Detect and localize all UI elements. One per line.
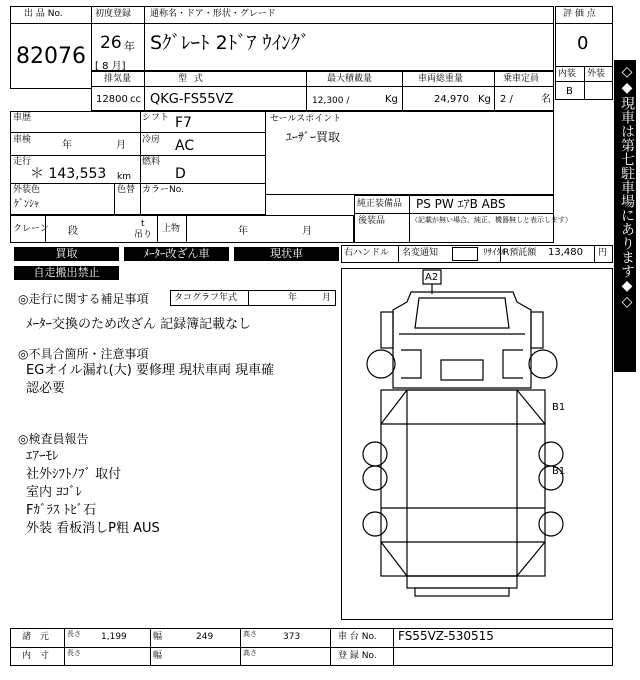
upper-month: 月 — [302, 226, 312, 237]
shift-label: シフト — [142, 113, 170, 123]
interior-grade-label: 内装 — [558, 69, 577, 79]
history-label: 車歴 — [13, 113, 32, 123]
name-change-label: 名変通知 — [402, 248, 439, 258]
inspection-label: 車検 — [13, 135, 32, 145]
capacity-unit: 名 — [541, 94, 551, 105]
inner-width-label: 幅 — [153, 651, 163, 661]
max-load-unit: Kg — [385, 94, 398, 105]
lot-label: 出 品 No. — [24, 9, 63, 19]
first-reg-label: 初度登録 — [95, 9, 132, 19]
inspector-line-3: 室内 ﾖｺﾞﾚ — [26, 485, 83, 500]
aftermarket-label: 後装品 — [358, 216, 386, 226]
upper-year: 年 — [238, 226, 248, 237]
length: 1,199 — [101, 632, 127, 642]
sales-point: ﾕｰｻﾞｰ買取 — [286, 130, 341, 144]
mileage: ＊ 143,553 — [30, 166, 107, 182]
side-notice: ◇◆現車は第七駐車場にあります◆◇ — [619, 64, 635, 310]
displacement-unit: cc — [130, 94, 141, 105]
travel-note: ﾒｰﾀｰ交換のため改ざん 記録簿記載なし — [26, 317, 252, 332]
tacho-year: 年 — [288, 293, 298, 303]
mark-b1-top: B1 — [552, 402, 566, 413]
dims-label: 諸 元 — [22, 632, 52, 642]
genuine-label: 純正装備品 — [357, 199, 403, 209]
crane-t: t — [141, 219, 145, 229]
handle: 右ハンドル — [344, 248, 390, 258]
eval-label: 評 価 点 — [563, 9, 596, 19]
recycle-unit: 円 — [598, 248, 608, 258]
chassis-number: FS55VZ-530515 — [398, 629, 494, 643]
lot-number: 82076 — [16, 44, 86, 69]
defect-line-2: 認必要 — [26, 381, 66, 396]
gross-weight-label: 車両総重量 — [418, 74, 464, 84]
exterior-grade-label: 外装 — [587, 69, 606, 79]
meter-tampered-badge: ﾒｰﾀｰ改ざん車 — [124, 247, 229, 261]
inspector-line-5: 外装 看板消しP粗 AUS — [26, 521, 160, 536]
crane-label: クレーン — [13, 224, 49, 234]
name-change-box — [452, 247, 478, 261]
shift: F7 — [175, 115, 192, 131]
reg-year: 26 — [100, 33, 122, 53]
fuel-label: 燃料 — [142, 157, 161, 167]
aftermarket-note: （記載が無い場合、純正、機器無しと表示します） — [411, 216, 572, 224]
capacity: 2 / — [500, 94, 513, 105]
mark-b1-bottom: B1 — [552, 466, 566, 477]
reg-month: [ 8 月] — [95, 61, 126, 72]
color-code-label: カラーNo. — [142, 185, 184, 195]
car-name-label: 通称名・ドア・形状・グレード — [150, 9, 276, 19]
travel-label: ◎走行に関する補足事項 — [18, 292, 149, 306]
inspector-label: ◎検査員報告 — [18, 432, 89, 446]
as-is-badge: 現状車 — [234, 247, 339, 261]
truck-diagram — [341, 268, 613, 620]
inspection-month: 月 — [116, 140, 126, 151]
self-drive-prohibited-badge: 自走搬出禁止 — [14, 266, 119, 280]
max-load: 12,300 / — [312, 96, 350, 106]
genuine-equipment: PS PW ｴｱB ABS — [416, 197, 506, 211]
color-change-label: 色替 — [117, 185, 136, 195]
reg-year-unit: 年 — [124, 40, 135, 53]
registration-label: 登 録 No. — [338, 651, 377, 661]
inspector-line-1: ｴｱｰﾓﾚ — [26, 449, 59, 464]
ac-label: 冷房 — [142, 135, 161, 145]
car-name: Sｸﾞﾚｰﾄ 2ﾄﾞｱ ｳｲﾝｸﾞ — [150, 32, 310, 54]
mark-a2: A2 — [425, 272, 439, 283]
defect-line-1: EGオイル漏れ(大) 要修理 現状車両 現車確 — [26, 363, 275, 378]
buy-badge: 買取 — [14, 247, 119, 261]
gross-weight: 24,970 — [434, 94, 469, 105]
upper-label: 上物 — [162, 224, 181, 234]
capacity-label: 乗車定員 — [503, 74, 540, 84]
ac: AC — [175, 138, 195, 154]
sales-point-label: セールスポイント — [270, 114, 342, 124]
length-label: 長さ — [67, 630, 81, 638]
width: 249 — [196, 632, 214, 642]
mileage-label: 走行 — [13, 157, 32, 167]
height: 373 — [283, 632, 301, 642]
defect-label: ◎不具合箇所・注意事項 — [18, 347, 149, 361]
color-label: 外装色 — [13, 185, 41, 195]
model: QKG-FS55VZ — [150, 92, 234, 107]
width-label: 幅 — [153, 632, 163, 642]
history-box — [10, 111, 266, 215]
inspection-year: 年 — [62, 140, 72, 151]
crane-stage: 段 — [68, 226, 78, 237]
max-load-label: 最大積載量 — [327, 74, 373, 84]
recycle-deposit-label: R預託額 — [503, 248, 537, 258]
inspector-line-4: Fｶﾞﾗｽ ﾄﾋﾞ石 — [26, 503, 97, 518]
displacement: 12800 — [96, 94, 128, 105]
tacho-month: 月 — [322, 293, 332, 303]
eval-score: 0 — [577, 33, 589, 54]
mileage-unit: km — [117, 172, 131, 182]
fuel: D — [175, 166, 186, 182]
inner-height-label: 高さ — [243, 649, 257, 657]
recycle-label: ﾘｻｲｸﾙ — [483, 248, 506, 258]
gross-weight-unit: Kg — [478, 94, 491, 105]
inner-dims-label: 内 寸 — [22, 651, 52, 661]
interior-grade: B — [566, 86, 573, 97]
inner-length-label: 長さ — [67, 649, 81, 657]
chassis-label: 車 台 No. — [338, 632, 377, 642]
tacho-label: タコグラフ年式 — [174, 293, 238, 303]
displacement-label: 排気量 — [104, 74, 132, 84]
height-label: 高さ — [243, 630, 257, 638]
color: ｹﾞﾝｼｬ — [14, 199, 39, 210]
crane-hanging: 吊り — [134, 230, 153, 240]
model-label: 型 式 — [178, 74, 205, 84]
inspector-line-2: 社外ｼﾌﾄﾉﾌﾞ 取付 — [26, 467, 122, 482]
recycle-deposit: 13,480 — [548, 247, 583, 258]
